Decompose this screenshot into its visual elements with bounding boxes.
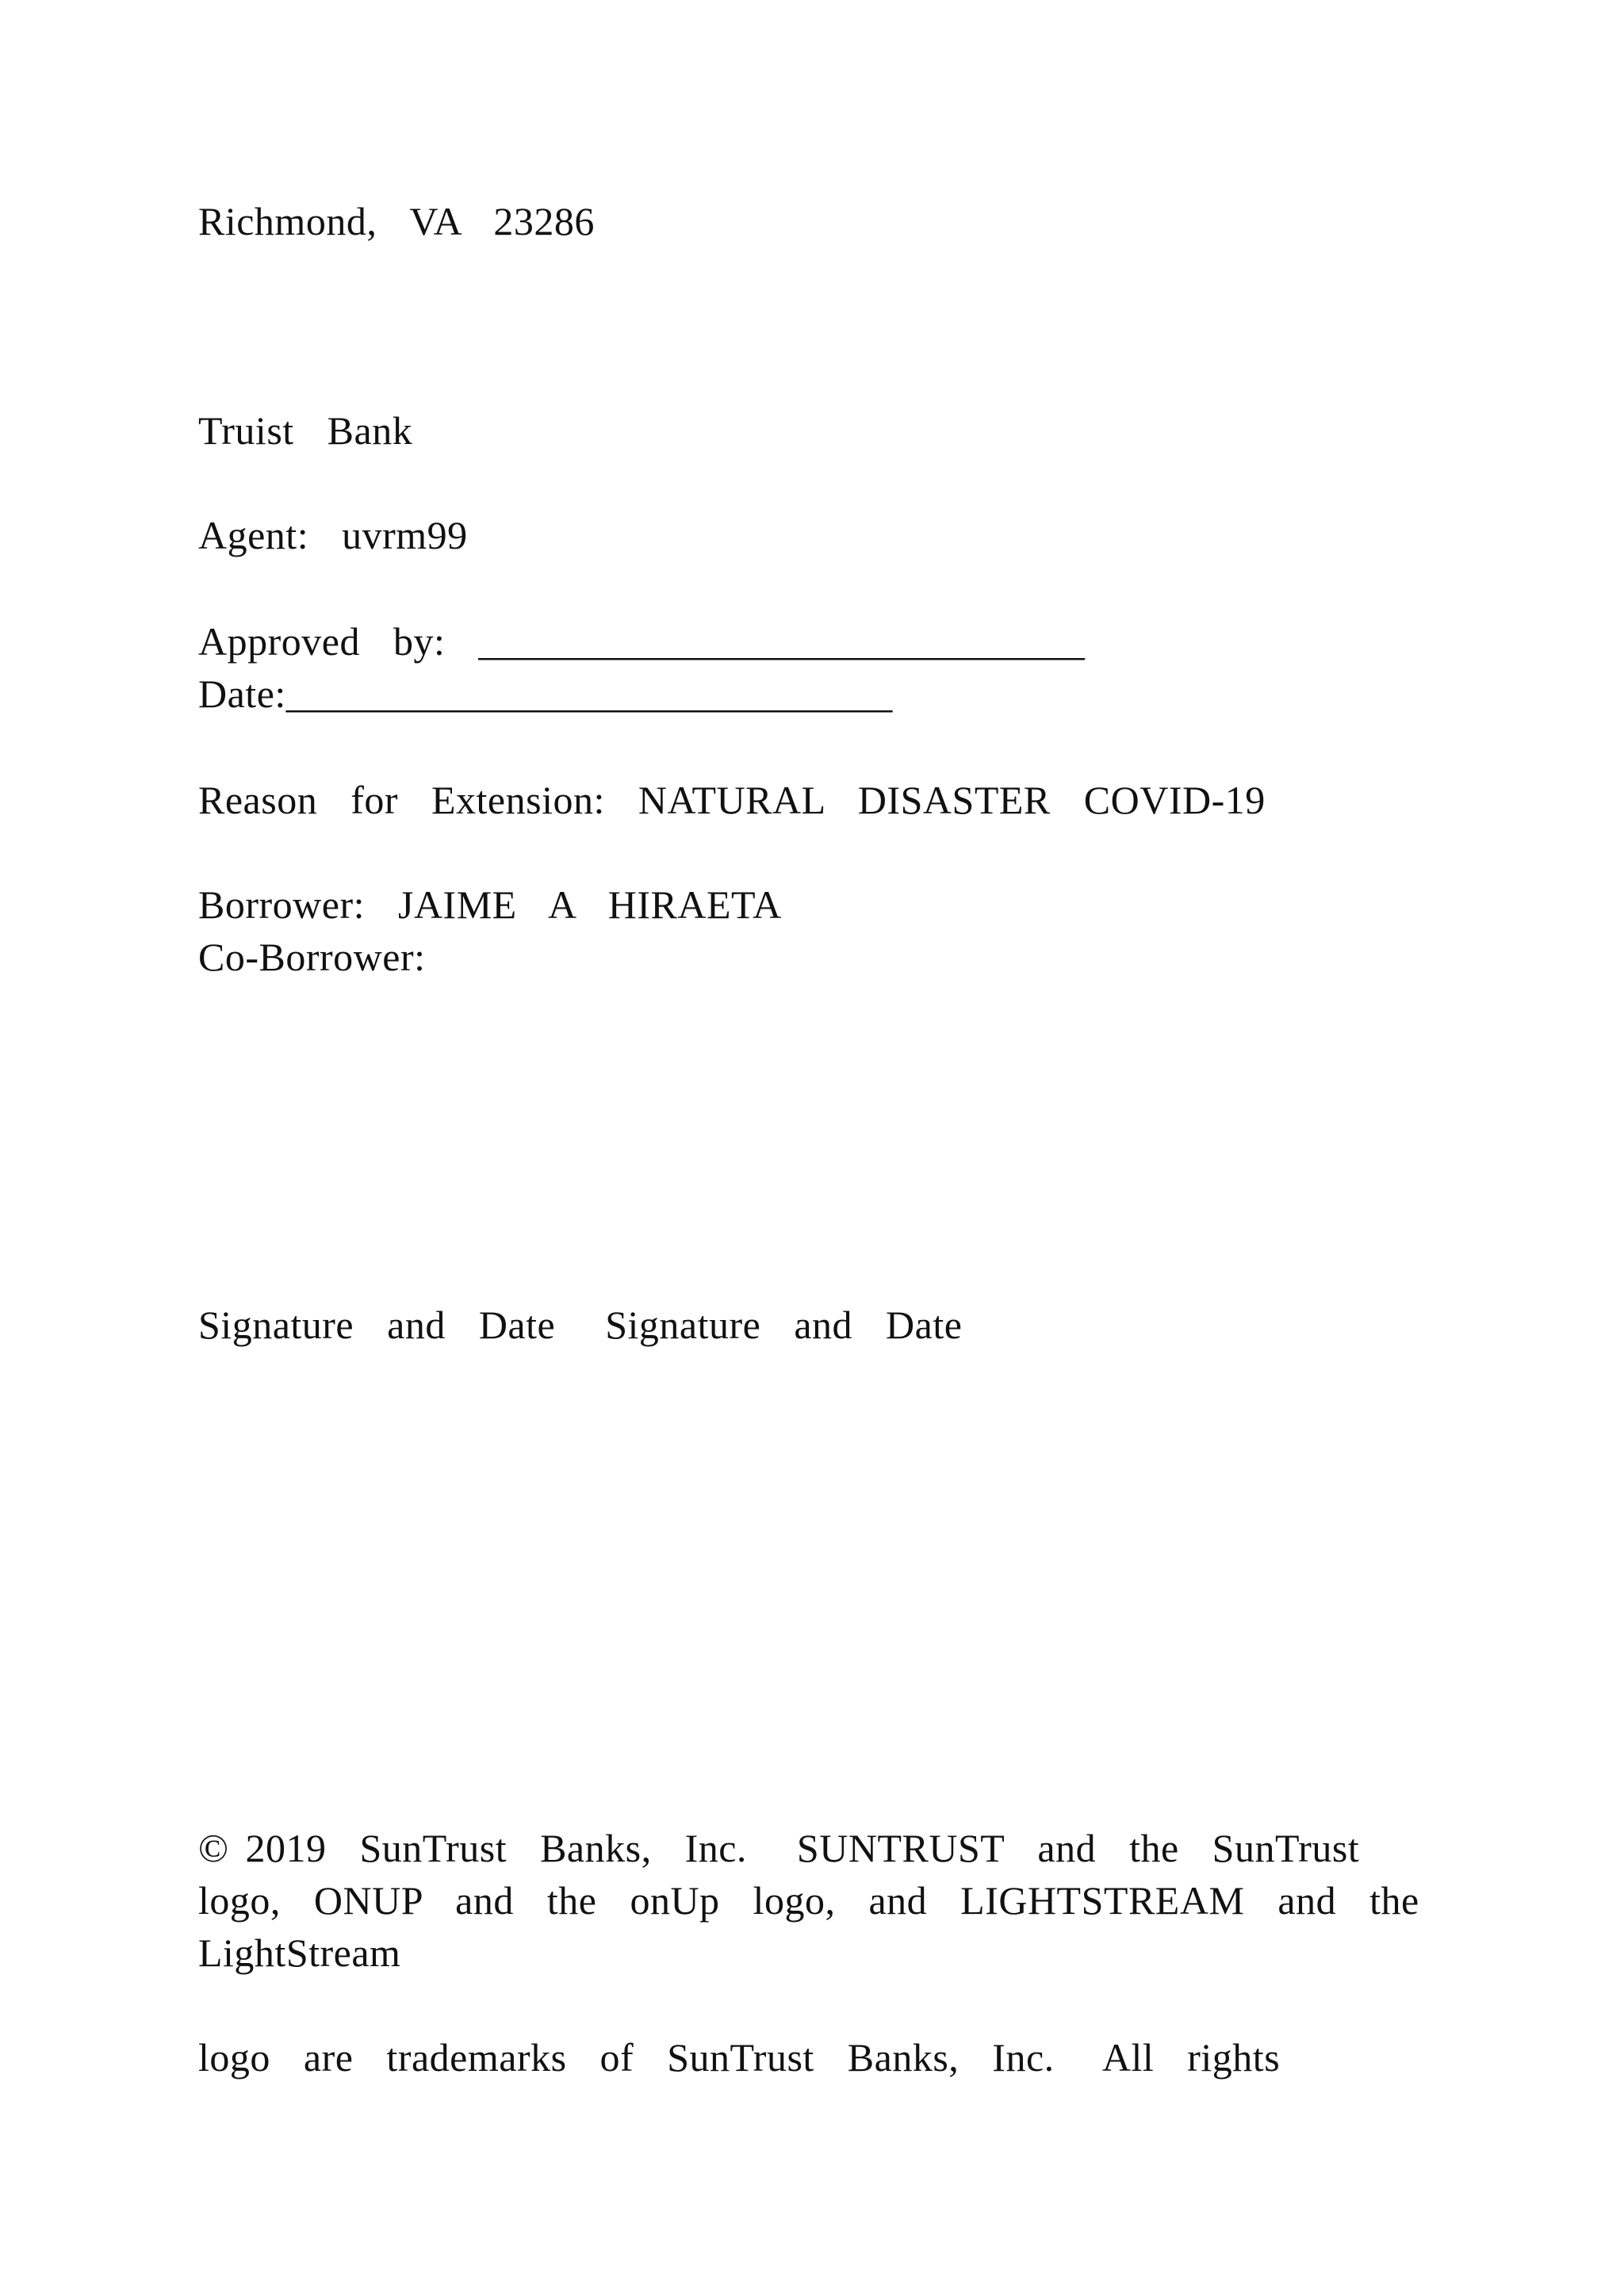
footer-line-2: logo, ONUP and the onUp logo, and LIGHTSTREAM and the (198, 1878, 1419, 1923)
signature-line: Signature and Date Signature and Date (198, 1303, 963, 1347)
agent-line: Agent: uvrm99 (198, 513, 468, 557)
date-line: Date:______________________________ (198, 672, 893, 716)
footer-line-4: logo are trademarks of SunTrust Banks, Inc. All rights (198, 2035, 1281, 2080)
bank-name: Truist Bank (198, 408, 413, 453)
approved-by-line: Approved by: ______________________________ (198, 619, 1086, 664)
co-borrower-line: Co-Borrower: (198, 935, 426, 979)
address-line: Richmond, VA 23286 (198, 199, 595, 243)
reason-line: Reason for Extension: NATURAL DISASTER COVID-19 (198, 778, 1266, 822)
borrower-line: Borrower: JAIME A HIRAETA (198, 882, 782, 927)
footer-line-3: LightStream (198, 1931, 401, 1975)
footer-line-1: © 2019 SunTrust Banks, Inc. SUNTRUST and the SunTrust (198, 1826, 1360, 1870)
